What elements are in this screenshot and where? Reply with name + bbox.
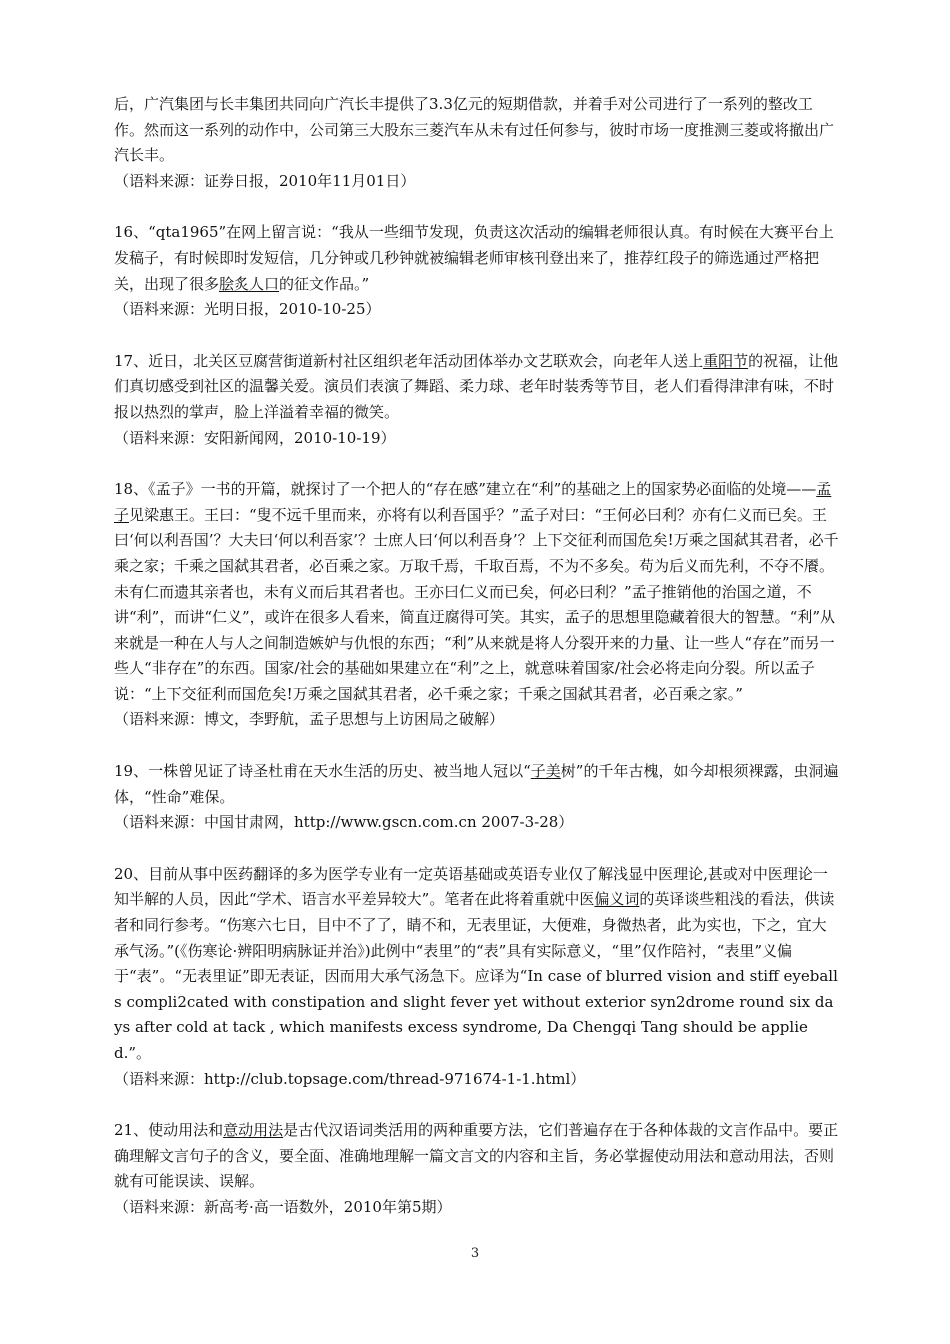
page-number: 3 [470,1246,480,1261]
paragraph-text-after: 见梁惠王。王曰：“叟不远千里而来，亦将有以利吾国乎？”孟子对曰：“王何必曰利？亦有仁义而已矣。王曰‘何以利吾国’？大夫曰‘何以利吾家’？士庶人曰‘何以利吾身’？上下交征利而国危矣!万乘之国弑其君者，必千乘之家；千乘之国弑其君者，必百乘之家。万取千焉，千取百焉，不为不多矣。苟为后义而先利，不夺不餍。未有仁而遗其亲者也，未有义而后其君者也。王亦曰仁义而已矣，何必曰利？”孟子推销他的治国之道，不讲“利”，而讲“仁义”，或许在很多人看来，简直迂腐得可笑。其实，孟子的思想里隐藏着很大的智慧。“利”从来就是一种在人与人之间制造嫉妒与仇恨的东西；“利”从来就是将人分裂开来的力量、让一些人“存在”而另一些人“非存在”的东西。国家/社会的基础如果建立在“利”之上，就意味着国家/社会必将走向分裂。所以孟子说：“上下交征利而国危矣!万乘之国弑其君者，必千乘之家；千乘之国弑其君者，必百乘之家。” [114,505,839,703]
paragraph-text-before: 18、《孟子》一书的开篇，就探讨了一个把人的“存在感”建立在“利”的基础之上的国家势必面临的处境—— [114,480,817,499]
underlined-term: 重阳节 [703,351,749,370]
paragraph-20 [114,862,839,1067]
underlined-term: 意动用法 [223,1121,284,1140]
spacer [114,323,839,349]
underlined-term: 孟子 [114,480,832,524]
paragraph-text-after: 的祝福，让他们真切感受到社区的温馨关爱。演员们表演了舞蹈、柔力球、老年时装秀等节目，老人们看得津津有味，不时报以热烈的掌声，脸上洋溢着幸福的微笑。 [114,351,839,421]
paragraph-16 [114,220,839,297]
paragraph-text-before: 19、一株曾见证了诗圣杜甫在天水生活的历史、被当地人冠以“ [114,762,531,781]
paragraph-text-after: 的征文作品。” [279,274,370,293]
source-citation: （语料来源：http://club.topsage.com/thread-971674-1-1.html） [114,1069,586,1088]
paragraph-21 [114,1118,839,1195]
underlined-term: 脍炙人口 [219,274,280,293]
paragraph-text-before: 17、近日，北关区豆腐营街道新村社区组织老年活动团体举办文艺联欢会，向老年人送上 [114,351,704,370]
paragraph-text-after: 的英译谈些粗浅的看法，供读者和同行参考。“伤寒六七日，目中不了了，睛不和，无表里证，大便难，身微热者，此为实也，下之，宜大承气汤。”(《伤寒论·辨阳明病脉证并治》)此例中“表里”的“表”具有实际意义，“里”仅作陪衬，“表里”义偏于“表”。“无表里证”即无表证，因而用大承气汤急下。应译为“In case of blurred vision and stiff eyeballs compli2cated with constipation and slight fever yet without exterior syn2drome round six days after cold at tack , which manifests excess syndrome, Da Chengqi Tang should be applied.”。 [114,890,838,1062]
source-citation: （语料来源：安阳新闻网，2010-10-19） [114,428,396,447]
document-body [114,92,839,1221]
paragraph-text: 后，广汽集团与长丰集团共同向广汽长丰提供了3.3亿元的短期借款，并着手对公司进行了一系列的整改工作。然而这一系列的动作中，公司第三大股东三菱汽车从未有过任何参与，彼时市场一度推测三菱或将撤出广汽长丰。 [114,95,835,165]
source-citation: （语料来源：博文，李野航，孟子思想与上访困局之破解） [114,710,505,729]
paragraph-text-after: 树”的千年古槐，如今却根须裸露，虫洞遍体，“性命”难保。 [114,762,839,806]
source-citation: （语料来源：光明日报，2010-10-25） [114,300,381,319]
paragraph-text-before: 21、使动用法和 [114,1121,224,1140]
spacer [114,733,839,759]
paragraph-text-before: 20、目前从事中医药翻译的多为医学专业有一定英语基础或英语专业仅了解浅显中医理论,甚或对中医理论一知半解的人员，因此“学术、语言水平差异较大”。笔者在此将着重就中医 [114,864,828,909]
underlined-term: 子美 [530,762,561,781]
source-citation: （语料来源：新高考·高一语数外，2010年第5期） [114,1197,452,1216]
paragraph-17 [114,349,839,426]
spacer [114,194,839,220]
paragraph-18 [114,477,839,707]
paragraph-text-before: 16、“qta1965”在网上留言说：“我从一些细节发现，负责这次活动的编辑老师很认真。有时候在大赛平台上发稿子，有时候即时发短信，几分钟或几秒钟就被编辑老师审核刊登出来了，推荐红段子的筛选通过严格把关，出现了很多 [114,223,834,293]
spacer [114,1092,839,1118]
spacer [114,836,839,862]
underlined-term: 偏义词 [594,890,640,909]
spacer [114,451,839,477]
paragraph-19 [114,759,839,810]
source-citation: （语料来源：中国甘肃网，http://www.gscn.com.cn 2007-3-28） [114,813,574,832]
paragraph-text-after: 是古代汉语词类活用的两种重要方法，它们普遍存在于各种体裁的文言作品中。要正确理解文言句子的含义，要全面、准确地理解一篇文言文的内容和主旨，务必掌握使动用法和意动用法，否则就有可能误读、误解。 [114,1121,839,1191]
source-citation: （语料来源：证券日报，2010年11月01日） [114,171,416,190]
paragraph-continued [114,92,839,169]
